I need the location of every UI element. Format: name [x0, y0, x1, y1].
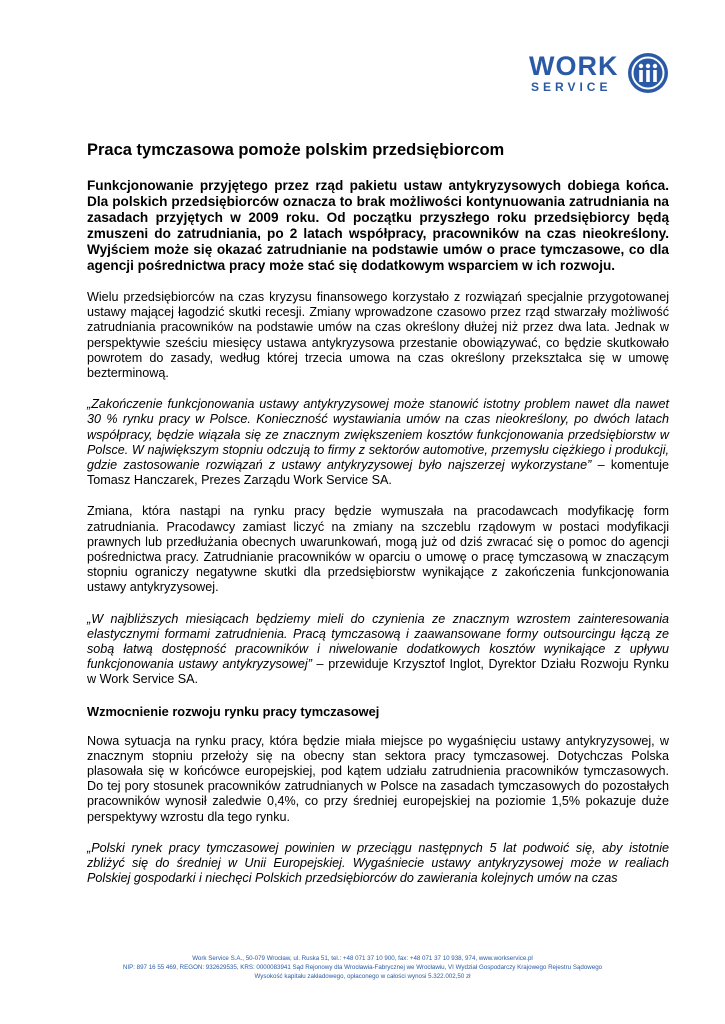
document-body — [87, 140, 669, 903]
quote-3-text: „Polski rynek pracy tymczasowej powinien w przeciągu następnych 5 lat podwoić się, aby istotnie zbliżyć się do średniej w Unii Europejskiej. Wygaśniecie ustawy antykryzysowej może w realiach Polskiej gospodarki i niechęci Polskich przedsiębiorców do zawierania kolejnych umów na czas — [87, 840, 669, 886]
footer-address: Work Service S.A., 50-079 Wrocław, ul. Ruska 51, tel.: +48 071 37 10 900, fax: +48 071 37 10 938, 974, www.workservice.pl — [192, 955, 533, 962]
logo-mark-icon — [627, 52, 669, 94]
quote-hanczarek — [87, 397, 669, 488]
work-service-logo — [529, 50, 674, 102]
quote-hanczarek-text: „Zakończenie funkcjonowania ustawy antykryzysowej może stanowić istotny problem nawet dla nawet 30 % rynku pracy w Polsce. Konieczność wystawiania umów na czas nieokreślony, po dwóch latach współpracy, będzie wiązała się ze znacznym zwiększeniem kosztów funkcjonowania przedsiębiorstw w Polsce. W największym stopniu odczują to firmy z sektorów automotive, przemysłu ciężkiego i produkcji, gdzie zastosowanie rozwiązań z ustawy antykryzysowej było najszerzej wykorzystane” — [87, 397, 669, 473]
logo-service-text: SERVICE — [531, 80, 612, 94]
paragraph-3: Nowa sytuacja na rynku pracy, która będzie miała miejsce po wygaśnięciu ustawy antykryzysowej, w znacznym stopniu przełoży się na obecny stan sektora pracy tymczasowej. Dotychczas Polska plasowała się w końcówce europejskiej, pod kątem udziału zatrudnienia pracowników tymczasowych. Do tej pory stosunek pracowników zatrudnianych w Polsce na zasadach tymczasowych do pozostałych pracowników wynosił zaledwie 0,4%, co przy średniej europejskiej na poziomie 1,5% pokazuje duże perspektywy wzrostu dla tego rynku. — [87, 733, 669, 824]
logo-work-text: WORK — [529, 51, 619, 81]
footer-capital: Wysokość kapitału zakładowego, opłaconego w całości wynosi 5.322.002,50 zł — [254, 973, 471, 980]
footer-registration: NIP: 897 16 55 469, REGON: 932629535, KRS: 0000083941 Sąd Rejonowy dla Wrocławia-Fabrycznej we Wrocławiu, VI Wydział Gospodarczy Krajowego Rejestru Sądowego — [122, 964, 603, 971]
page-title: Praca tymczasowa pomoże polskim przedsiębiorcom — [87, 141, 505, 159]
paragraph-1: Wielu przedsiębiorców na czas kryzysu finansowego korzystało z rozwiązań specjalnie przygotowanej ustawy mającej łagodzić skutki recesji. Zmiany wprowadzone czasowo przez rząd stwarzały możliwość zatrudniania pracowników na podstawie umów na czas określony dłużej niż przez dwa lata. Jednak w perspektywie sześciu miesięcy ustawa antykryzysowa przestanie obowiązywać, co będzie skutkowało powrotem do zasady, według której trzecia umowa na czas określony przekształca się w umowę bezterminową. — [87, 290, 669, 381]
quote-3 — [87, 841, 669, 887]
quote-hanczarek-attribution: – komentuje Tomasz Hanczarek, Prezes Zarządu Work Service SA. — [87, 458, 669, 488]
section-heading: Wzmocnienie rozwoju rynku pracy tymczasowej — [87, 703, 380, 719]
quote-inglot-attribution: – przewiduje Krzysztof Inglot, Dyrektor Działu Rozwoju Rynku w Work Service SA. — [87, 657, 670, 687]
quote-inglot — [87, 612, 669, 688]
quote-inglot-text: „W najbliższych miesiącach będziemy mieli do czynienia ze znacznym wzrostem zainteresowania elastycznymi formami zatrudnienia. Pracą tymczasową i zaawansowane formy outsourcingu łączą ze sobą łatwą dostępność pracowników i niwelowanie dodatkowych kosztów wynikające z upływu funkcjonowania ustawy antykryzysowej” — [87, 611, 669, 672]
page-footer — [40, 954, 685, 981]
paragraph-2: Zmiana, która nastąpi na rynku pracy będzie wymuszała na pracodawcach modyfikację form zatrudniania. Pracodawcy zamiast liczyć na zmiany na szczeblu rządowym w postaci modyfikacji prawnych lub przedłużania obecnych uwarunkowań, mogą już od dziś zwracać się o pomoc do agencji pośrednictwa pracy. Zatrudnianie pracowników w oparciu o umowę o pracę tymczasową w znaczącym stopniu ograniczy negatywne skutki dla przedsiębiorstw wynikające z zakończenia funkcjonowania ustawy antykryzysowej. — [87, 504, 669, 595]
lead-paragraph: Funkcjonowanie przyjętego przez rząd pakietu ustaw antykryzysowych dobiega końca. Dla polskich przedsiębiorców oznacza to brak możliwości kontynuowania zatrudniania na zasadach przyjętych w 2009 roku. Od początku przyszłego roku przedsiębiorcy będą zmuszeni do zatrudniania, po 2 latach współpracy, pracowników na czas nieokreślony. Wyjściem może się okazać zatrudnianie na podstawie umów o prace tymczasowe, co dla agencji pośrednictwa pracy może stać się dodatkowym wsparciem w ich rozwoju. — [87, 178, 669, 273]
